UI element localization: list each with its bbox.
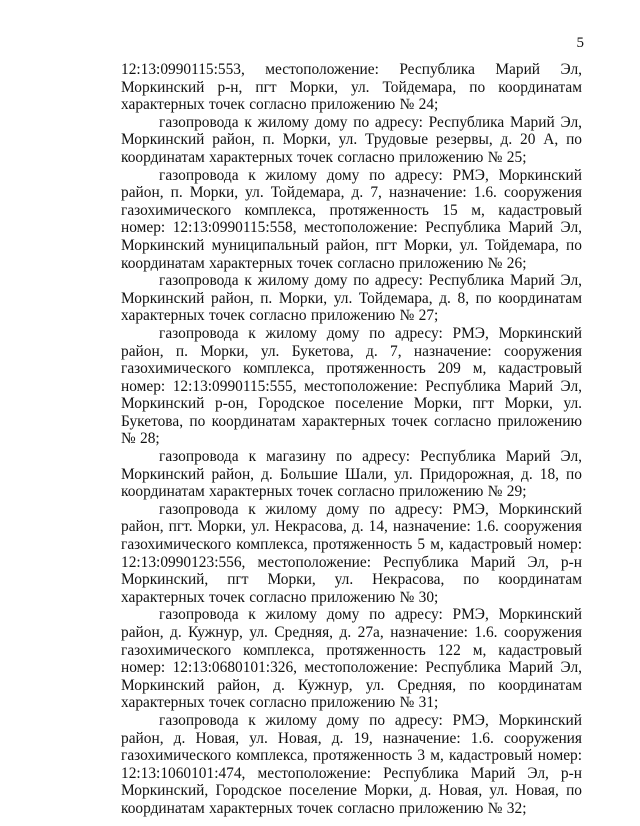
- paragraph: газопровода к магазину по адресу: Республика Марий Эл, Моркинский район, д. Большие Шали, ул. Придорожная, д. 18, по координатам характерных точек согласно приложению № 29;: [121, 448, 582, 501]
- paragraph: газопровода к жилому дому по адресу: РМЭ, Моркинский район, п. Морки, ул. Букетова, д. 7, назначение: сооружения газохимического комплекса, протяженность 209 м, кадастровый номер: 12:13:0990115:555, местоположение: Республика Марий Эл, Моркинский р-он, Городское поселение Морки, пгт Морки, ул. Букетова, по координатам характерных точек согласно приложению № 28;: [121, 324, 582, 448]
- document-body: [121, 61, 582, 818]
- paragraph: 12:13:0990115:553, местоположение: Республика Марий Эл, Моркинский р-н, пгт Морки, ул. Тойдемара, по координатам характерных точек согласно приложению № 24;: [121, 61, 582, 114]
- paragraph: газопровода к жилому дому по адресу: Республика Марий Эл, Моркинский район, п. Морки, ул. Трудовые резервы, д. 20 А, по координатам характерных точек согласно приложению № 25;: [121, 113, 582, 166]
- paragraph: газопровода к жилому дому по адресу: РМЭ, Моркинский район, пгт. Морки, ул. Некрасова, д. 14, назначение: 1.6. сооружения газохимического комплекса, протяженность 5 м, кадастровый номер: 12:13:0990123:556, местоположение: Республика Марий Эл, р-н Моркинский, пгт Морки, ул. Некрасова, по координатам характерных точек согласно приложению № 30;: [121, 500, 582, 606]
- paragraph: газопровода к жилому дому по адресу: РМЭ, Моркинский район, д. Кужнур, ул. Средняя, д. 27а, назначение: 1.6. сооружения газохимического комплекса, протяженность 122 м, кадастровый номер: 12:13:0680101:326, местоположение: Республика Марий Эл, Моркинский район, д. Кужнур, ул. Средняя, по координатам характерных точек согласно приложению № 31;: [121, 606, 582, 712]
- paragraph: газопровода к жилому дому по адресу: РМЭ, Моркинский район, п. Морки, ул. Тойдемара, д. 7, назначение: 1.6. сооружения газохимического комплекса, протяженность 15 м, кадастровый номер: 12:13:0990115:558, местоположение: Республика Марий Эл, Моркинский муниципальный район, пгт Морки, ул. Тойдемара, по координатам характерных точек согласно приложению № 26;: [121, 166, 582, 272]
- page-number: 5: [576, 35, 584, 51]
- paragraph: газопровода к жилому дому по адресу: Республика Марий Эл, Моркинский район, п. Морки, ул. Тойдемара, д. 8, по координатам характерных точек согласно приложению № 27;: [121, 272, 582, 325]
- paragraph: газопровода к жилому дому по адресу: РМЭ, Моркинский район, д. Новая, ул. Новая, д. 19, назначение: 1.6. сооружения газохимического комплекса, протяженность 3 м, кадастровый номер: 12:13:1060101:474, местоположение: Республика Марий Эл, р-н Моркинский, Городское поселение Морки, д. Новая, ул. Новая, по координатам характерных точек согласно приложению № 32;: [121, 711, 582, 817]
